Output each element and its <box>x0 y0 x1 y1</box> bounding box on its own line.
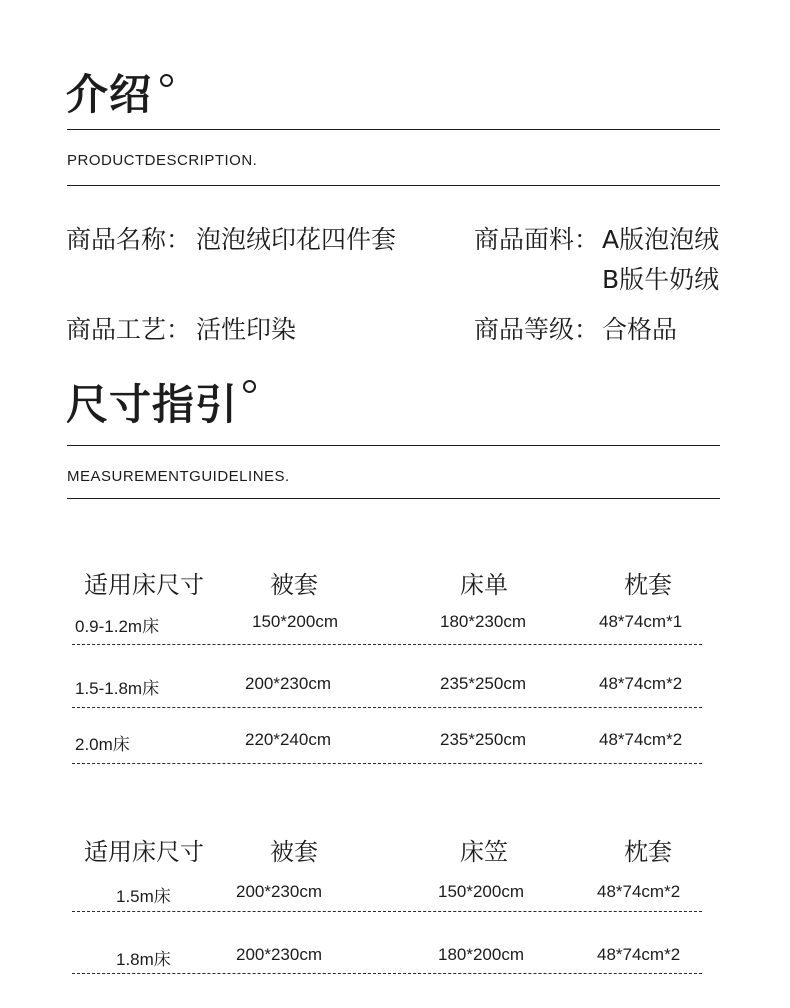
header-fitted-sheet: 床笠 <box>460 838 508 866</box>
cell-duvet-cover: 200*230cm <box>236 882 323 901</box>
header-bed-size: 适用床尺寸 <box>84 838 204 866</box>
intro-subtitle: PRODUCTDESCRIPTION. <box>67 152 258 169</box>
fabric-label: 商品面料： <box>474 225 600 254</box>
header-duvet-cover: 被套 <box>270 838 318 866</box>
divider <box>67 129 720 130</box>
cell-pillowcase: 48*74cm*2 <box>597 882 681 901</box>
dashed-divider <box>72 763 702 764</box>
cell-duvet-cover: 200*230cm <box>236 945 323 964</box>
header-bed-size: 适用床尺寸 <box>84 571 204 599</box>
header-duvet-cover: 被套 <box>270 571 318 599</box>
cell-pillowcase: 48*74cm*2 <box>599 674 683 693</box>
cell-sheet: 235*250cm <box>440 674 527 693</box>
grade-value: 合格品 <box>602 315 678 344</box>
degree-mark-icon <box>243 380 256 393</box>
cell-bed-size: 1.8m床 <box>116 950 171 969</box>
cell-pillowcase: 48*74cm*2 <box>599 730 683 749</box>
divider <box>67 498 720 499</box>
cell-fitted-sheet: 180*200cm <box>438 945 525 964</box>
dashed-divider <box>72 973 702 974</box>
dashed-divider <box>72 911 702 912</box>
cell-pillowcase: 48*74cm*1 <box>599 612 683 631</box>
cell-duvet-cover: 200*230cm <box>245 674 332 693</box>
craft-label: 商品工艺： <box>66 315 192 344</box>
header-pillowcase: 枕套 <box>624 571 672 599</box>
size-title: 尺寸指引 <box>66 380 239 429</box>
product-name-value: 泡泡绒印花四件套 <box>196 225 397 254</box>
dashed-divider <box>72 707 702 708</box>
cell-bed-size: 1.5-1.8m床 <box>75 679 160 698</box>
size-subtitle: MEASUREMENTGUIDELINES. <box>67 468 290 485</box>
divider <box>67 185 720 186</box>
header-pillowcase: 枕套 <box>624 838 672 866</box>
cell-duvet-cover: 150*200cm <box>252 612 339 631</box>
cell-bed-size: 0.9-1.2m床 <box>75 617 160 636</box>
cell-bed-size: 2.0m床 <box>75 735 130 754</box>
cell-pillowcase: 48*74cm*2 <box>597 945 681 964</box>
header-sheet: 床单 <box>460 571 508 599</box>
dashed-divider <box>72 644 702 645</box>
product-name-label: 商品名称： <box>66 225 192 254</box>
intro-title: 介绍 <box>66 70 153 119</box>
degree-mark-icon <box>160 74 173 87</box>
fabric-value-b: B版牛奶绒 <box>602 265 720 294</box>
cell-sheet: 180*230cm <box>440 612 527 631</box>
cell-fitted-sheet: 150*200cm <box>438 882 525 901</box>
divider <box>67 445 720 446</box>
cell-duvet-cover: 220*240cm <box>245 730 332 749</box>
fabric-value-a: A版泡泡绒 <box>602 225 720 254</box>
cell-bed-size: 1.5m床 <box>116 887 171 906</box>
craft-value: 活性印染 <box>196 315 297 344</box>
cell-sheet: 235*250cm <box>440 730 527 749</box>
grade-label: 商品等级： <box>474 315 600 344</box>
